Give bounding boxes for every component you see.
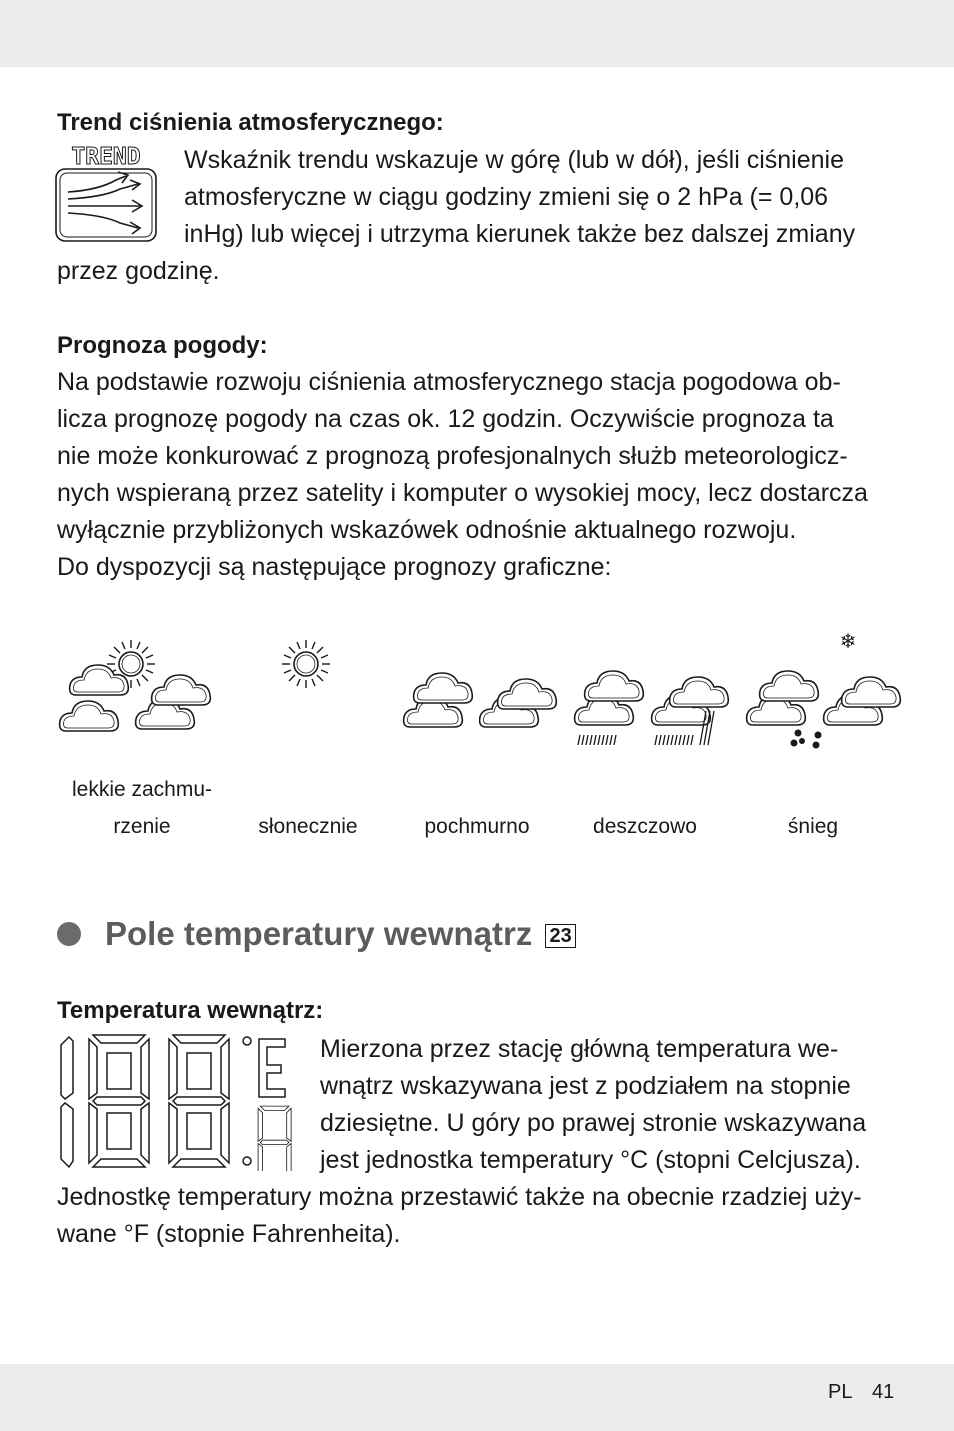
trend-icon-label: TREND (71, 144, 141, 170)
footer-lang: PL (828, 1381, 853, 1403)
section-ref-badge: 23 (545, 924, 575, 948)
forecast-line-6: Do dyspozycji są następujące prognozy graficzne: (57, 553, 612, 581)
forecast-line-1: Na podstawie rozwoju ciśnienia atmosferycznego stacja pogodowa ob- (57, 368, 841, 396)
forecast-icons-strip (50, 625, 910, 760)
caption-partly-cloudy-line2: rzenie (113, 815, 171, 838)
svg-text:❄: ❄ (839, 629, 857, 653)
lcd-temperature-icon (55, 1033, 295, 1171)
indoor-line-2: wnątrz wskazywana jest z podziałem na stopnie (320, 1072, 851, 1100)
indoor-heading: Temperatura wewnątrz: (57, 997, 324, 1024)
indoor-line-5: Jednostkę temperatury można przestawić także na obecnie rzadziej uży- (57, 1183, 862, 1211)
trend-line-2: atmosferyczne w ciągu godziny zmieni się o 2 hPa (= 0,06 (184, 183, 829, 211)
section-title (105, 914, 576, 954)
forecast-line-3: nie może konkurować z prognozą profesjonalnych służb meteorologicz- (57, 442, 848, 470)
trend-line-1: Wskaźnik trendu wskazuje w górę (lub w dół), jeśli ciśnienie (184, 146, 844, 174)
section-title-text: Pole temperatury wewnątrz (105, 915, 533, 952)
forecast-line-4: nych wspieraną przez satelity i komputer o wysokiej mocy, lecz dostarcza (57, 479, 868, 507)
rainy-icon (575, 671, 729, 745)
forecast-line-5: wyłącznie przybliżonych wskazówek odnośnie aktualnego rozwoju. (57, 516, 797, 544)
caption-cloudy: pochmurno (424, 815, 530, 838)
indoor-line-4: jest jednostka temperatury °C (stopni Celcjusza). (320, 1146, 861, 1174)
top-band (0, 0, 954, 67)
cloudy-icon (404, 673, 557, 727)
indoor-line-6: wane °F (stopnie Fahrenheita). (57, 1220, 401, 1248)
trend-line-3: inHg) lub więcej i utrzyma kierunek także bez dalszej zmiany (184, 220, 856, 248)
caption-rainy: deszczowo (593, 815, 697, 838)
caption-partly-cloudy-line1: lekkie zachmu- (71, 778, 213, 801)
trend-line-4: przez godzinę. (57, 257, 220, 285)
section-bullet-icon (57, 922, 81, 946)
caption-sunny: słonecznie (258, 815, 358, 838)
forecast-line-2: licza prognozę pogody na czas ok. 12 godzin. Oczywiście prognoza ta (57, 405, 834, 433)
snow-icon (747, 629, 901, 749)
trend-icon (54, 140, 160, 244)
partly-cloudy-icon (60, 640, 211, 731)
bottom-band (0, 1364, 954, 1431)
trend-heading: Trend ciśnienia atmosferycznego: (57, 109, 444, 136)
forecast-heading: Prognoza pogody: (57, 332, 268, 359)
indoor-line-3: dziesiętne. U góry po prawej stronie wskazywana (320, 1109, 867, 1137)
caption-snow: śnieg (787, 815, 839, 838)
indoor-line-1: Mierzona przez stację główną temperatura we- (320, 1035, 839, 1063)
footer-page-number: 41 (872, 1381, 895, 1403)
sunny-icon (282, 640, 330, 688)
